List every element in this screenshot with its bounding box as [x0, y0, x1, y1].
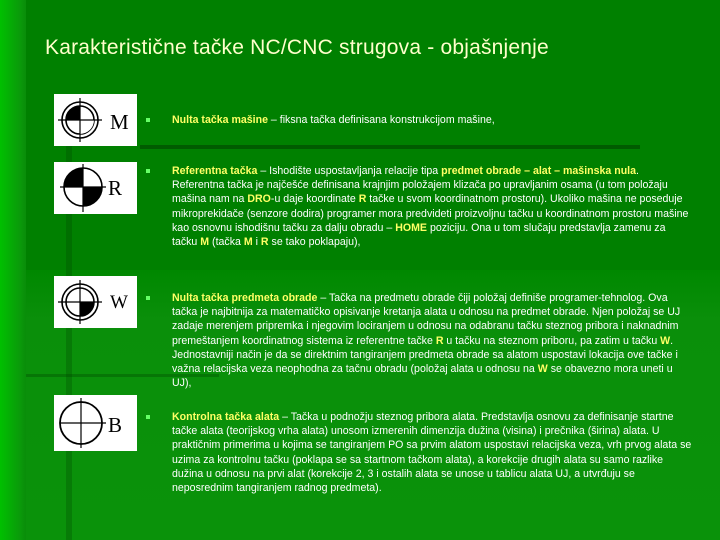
highlighted-term: Referentna tačka [172, 165, 258, 177]
bullet-icon [146, 118, 150, 122]
machine-zero-icon [54, 94, 137, 146]
highlighted-term: M [200, 236, 210, 249]
body-text: i [252, 236, 261, 249]
body-text: – Tačka u podnožju steznog pribora alata. Predstavlja osnovu za definisanje startne tačke alata (teorijskog vrha alata) unosom izmerenih dimenzija dužina (visina) i prečnika (širina) alata. U praktičnim primerima u kojima se tangiranjem PO sa prvim alatom uspostavi relacijska veza, vrh prvog alata se uzima za kontrolnu tačku (poklapa se sa startnom tačkom alata), a korekcije drugih alata su samo razlike dužina u odnosu na prvi alat (korekcije 2, 3 i ostalih alata se unose u tablicu alata UJ, a utvrđuju se neposrednim tangiranjem radnog predmeta). [172, 411, 692, 495]
highlighted-term: R [260, 236, 269, 249]
item-text [172, 291, 692, 390]
body-text: poziciju. Ona u tom slučaju predstavlja zamenu za tačku [172, 221, 666, 249]
body-text: . Referentna tačka je najčešće definisana krajnjim položajem klizača po upravljanim osama (u tom položaju mašina nam na [172, 165, 668, 206]
item-text [172, 164, 692, 249]
svg-text:R: R [108, 176, 123, 200]
symbol-box-m [54, 94, 137, 146]
body-text: se obavezno mora uneti u UJ), [172, 363, 673, 390]
body-text: se tako poklapaju), [268, 236, 361, 249]
item-text [172, 113, 692, 127]
highlighted-term: HOME [395, 221, 427, 234]
body-text: tačke u svom koordinatnom prostoru). Ukoliko mašina ne poseduje mikroprekidače (senzore dodira) programer mora predvideti proizvoljnu tačku u koordinatnom prostoru mašine kao osnovnu ishodišnu tačku za dalju obradu – [172, 193, 689, 234]
body-text: . Jednostavniji način je da se direktnim tangiranjem predmeta obrade sa alatom uspostavi lokacija ove tačke i važna relacijska veza neophodna za tačnu obradu (položaj alata u odnosu na [172, 334, 678, 376]
tool-control-point-icon [54, 395, 137, 451]
row-separator [140, 145, 640, 149]
highlighted-term: Nulta tačka predmeta obrade [172, 292, 318, 304]
highlighted-term: R [435, 334, 444, 347]
page-title: Karakteristične tačke NC/CNC strugova - objašnjenje [45, 36, 549, 59]
bullet-icon [146, 415, 150, 419]
body-text: -u daje koordinate [270, 193, 359, 206]
body-text: – fiksna tačka definisana konstrukcijom mašine, [267, 114, 495, 126]
highlighted-term: W [537, 363, 548, 376]
symbol-box-r [54, 162, 137, 214]
highlighted-term: Nulta tačka mašine [172, 114, 268, 126]
svg-text:B: B [108, 413, 123, 437]
body-text: (tačka [209, 236, 244, 249]
svg-text:M: M [110, 110, 129, 134]
workpiece-zero-icon [54, 276, 137, 328]
symbol-box-w [54, 276, 137, 328]
body-text: u tačku na steznom priboru, pa zatim u tačku [443, 334, 661, 347]
bullet-icon [146, 296, 150, 300]
highlighted-term: R [358, 193, 367, 206]
reference-point-icon [54, 162, 137, 214]
body-text: – Tačka na predmetu obrade čiji položaj definiše programer-tehnolog. Ova tačka je najbitnija za matematičko opisivanje kretanja alata u odnosu na predmet obrade. Njen položaj se UJ zadaje merenjem pripremka i njegovim lociranjem u odnosu na odabranu tačku steznog pribora i naknadnim premeštanjem koordinatnog sistema iz referentne tačke [172, 292, 681, 347]
highlighted-term: predmet obrade – alat – mašinska nula [441, 165, 637, 177]
highlighted-term: W [660, 334, 671, 347]
svg-text:W: W [110, 292, 128, 313]
highlighted-term: DRO [247, 193, 271, 206]
symbol-box-b [54, 395, 137, 451]
item-text [172, 410, 692, 495]
bullet-icon [146, 169, 150, 173]
highlighted-term: M [243, 236, 253, 249]
body-text: – Ishodište uspostavljanja relacije tipa [257, 165, 442, 177]
highlighted-term: Kontrolna tačka alata [172, 411, 280, 423]
